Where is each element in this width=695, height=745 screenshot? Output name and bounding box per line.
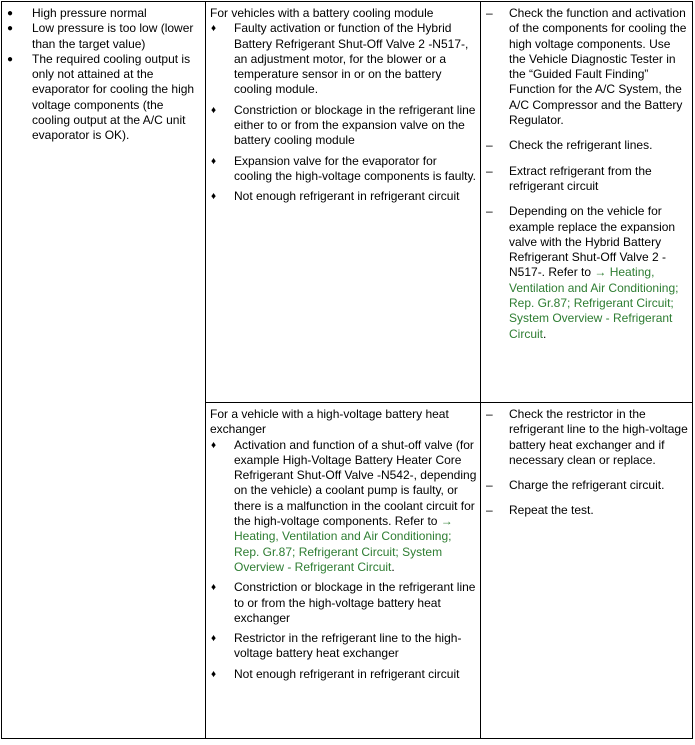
- diamond-bullet-icon: ♦: [211, 23, 217, 35]
- diamond-bullet-icon: ♦: [211, 104, 217, 116]
- symptom-item: ● Low pressure is too low (lower than the target value): [7, 21, 194, 51]
- diamond-bullet-icon: ♦: [211, 668, 217, 680]
- action-item: – Check the restrictor in the refrigerant line to the high-voltage battery heat exchanger and if necessary clean or replace.: [486, 407, 688, 467]
- cause-heading: For vehicles with a battery cooling module: [210, 6, 434, 20]
- cause-item: ♦ Constriction or blockage in the refrigerant line either to or from the expansion valve on the battery cooling module: [211, 102, 476, 148]
- cause-item: ♦ Not enough refrigerant in refrigerant circuit: [211, 666, 460, 681]
- column-divider-1: [205, 1, 206, 739]
- dash-bullet-icon: –: [486, 163, 493, 178]
- diamond-bullet-icon: ♦: [211, 633, 217, 645]
- dash-bullet-icon: –: [486, 407, 493, 421]
- refrigerant-circuit-link[interactable]: → Heating, Ventilation and Air Conditioning; Rep. Gr.87; Refrigerant Circuit; System Overview - Refrigerant Circuit: [509, 265, 679, 341]
- diamond-bullet-icon: ♦: [211, 155, 217, 167]
- refrigerant-circuit-link[interactable]: → Heating, Ventilation and Air Conditioning; Rep. Gr.87; Refrigerant Circuit; System Overview - Refrigerant Circuit: [234, 514, 453, 574]
- action-cell-battery-cooling-module: [483, 6, 688, 352]
- cause-cell-heat-exchanger: [210, 407, 478, 687]
- action-item: – Check the refrigerant lines.: [486, 138, 653, 153]
- cause-item: ♦ Faulty activation or function of the Hybrid Battery Refrigerant Shut-Off Valve 2 -N517-, an adjustment motor, for the blower or a temperature sensor in or on the battery cooling module.: [211, 21, 469, 97]
- dash-bullet-icon: –: [486, 503, 493, 518]
- bullet-icon: ●: [7, 8, 14, 19]
- action-item: – Extract refrigerant from the refrigerant circuit: [486, 163, 652, 193]
- cause-item: ♦ Restrictor in the refrigerant line to the high-voltage battery heat exchanger: [211, 631, 462, 661]
- dash-bullet-icon: –: [486, 204, 493, 219]
- cause-item: ♦ Activation and function of a shut-off valve (for example High-Voltage Battery Heater Core Refrigerant Shut-Off Valve -N542-, depending on the vehicle) a coolant pump is faulty, or there is a malfunction in the coolant circuit for the high-voltage components. Refer to → Heating, Ventilation and Air Conditioning; Rep. Gr.87; Refrigerant Circuit; System Overview - Refrigerant Circuit.: [211, 437, 477, 574]
- action-cell-heat-exchanger: [483, 407, 688, 529]
- cause-item: ♦ Not enough refrigerant in refrigerant circuit: [211, 189, 460, 204]
- bullet-icon: ●: [7, 23, 14, 35]
- cause-item: ♦ Constriction or blockage in the refrigerant line to or from the high-voltage battery heat exchanger: [211, 580, 476, 625]
- action-item: – Depending on the vehicle for example replace the expansion valve with the Hybrid Battery Refrigerant Shut-Off Valve 2 -N517-. Refer to → Heating, Ventilation and Air Conditioning; Rep. Gr.87; Refrigerant Circuit; System Overview - Refrigerant Circuit.: [486, 204, 679, 341]
- diamond-bullet-icon: ♦: [211, 439, 217, 451]
- symptom-item: ● High pressure normal: [7, 6, 147, 20]
- cause-item: ♦ Expansion valve for the evaporator for cooling the high-voltage components is faulty.: [211, 153, 476, 183]
- dash-bullet-icon: –: [486, 6, 493, 20]
- action-item: – Charge the refrigerant circuit.: [486, 478, 665, 493]
- symptom-cell: [4, 6, 200, 144]
- diamond-bullet-icon: ♦: [211, 191, 217, 203]
- symptom-item: ● The required cooling output is only not attained at the evaporator for cooling the high voltage components (the cooling output at the A/C unit evaporator is OK).: [7, 51, 195, 143]
- column-divider-2: [480, 1, 481, 739]
- action-item: – Check the function and activation of the components for cooling the high voltage components. Use the Vehicle Diagnostic Tester in the “Guided Fault Finding” Function for the A/C System, the A/C Compressor and the Battery Regulator.: [486, 6, 687, 128]
- cause-heading: For a vehicle with a high-voltage battery heat exchanger: [210, 407, 449, 437]
- row-divider: [205, 402, 693, 403]
- action-item: – Repeat the test.: [486, 503, 594, 518]
- bullet-icon: ●: [7, 53, 14, 65]
- dash-bullet-icon: –: [486, 138, 493, 153]
- dash-bullet-icon: –: [486, 478, 493, 493]
- cause-cell-battery-cooling-module: [210, 6, 478, 210]
- diamond-bullet-icon: ♦: [211, 582, 217, 594]
